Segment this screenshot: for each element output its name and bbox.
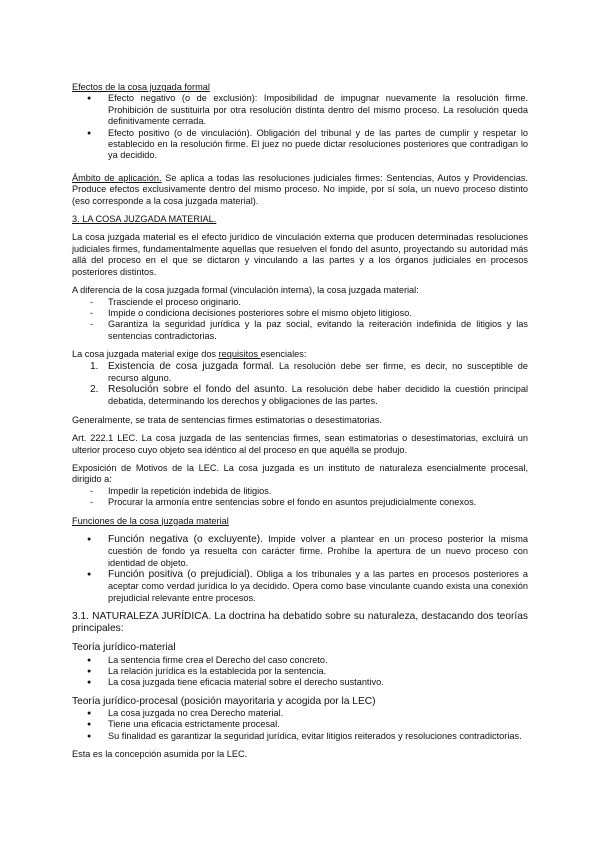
funciones-list [72, 534, 528, 604]
paragraph: Art. 222.1 LEC. La cosa juzgada de las sentencias firmes, sean estimatorias o desestimatorias, excluirá un ulterior proceso cuyo objeto sea idéntico al del proceso en que aquélla se produjo. [72, 433, 528, 455]
list-item: 1. Existencia de cosa juzgada formal. La resolución debe ser firme, es decir, no susceptible de recurso alguno. [90, 360, 528, 383]
ambito-label: Ámbito de aplicación. [72, 172, 162, 183]
list-item: - Impedir la repetición indebida de litigios. [72, 486, 528, 497]
diferencias-list [72, 297, 528, 343]
efectos-list [72, 93, 528, 161]
paragraph: La cosa juzgada material es el efecto jurídico de vinculación externa que producen determinadas resoluciones judiciales firmes, fundamentalmente aquellas que resuelven el fondo del asunto, proyectando su autoridad más allá del proceso en el que se dictaron y vinculando a las partes y a los órganos judiciales en procesos posteriores distintos. [72, 232, 528, 277]
list-item: - Trasciende el proceso originario. [72, 297, 528, 308]
expo-list [72, 486, 528, 509]
list-item: - Impide o condiciona decisiones posteriores sobre el mismo objeto litigioso. [72, 308, 528, 319]
list-item: ● La cosa juzgada tiene eficacia material sobre el derecho sustantivo. [72, 677, 528, 688]
paragraph: Generalmente, se trata de sentencias firmes estimatorias o desestimatorias. [72, 414, 382, 425]
list-item: ● La relación jurídica es la establecida por la sentencia. [72, 666, 528, 677]
section-title-material: 3. LA COSA JUZGADA MATERIAL. [72, 214, 217, 225]
list-item: ● Función negativa (o excluyente). Impide volver a plantear en un proceso posterior la misma cuestión de fondo ya resuelta con carácter firme. Prohíbe la apertura de un nuevo proceso con identidad de objeto. [72, 534, 528, 569]
teoria-procesal-list [72, 708, 528, 742]
teoria-material-title: Teoría jurídico-material [72, 642, 176, 654]
document-page [72, 82, 528, 761]
list-item: ● Efecto negativo (o de exclusión): Imposibilidad de impugnar nuevamente la resolución firme. Prohibición de sustituirla por otra resolución distinta dentro del mismo proceso. La resolución queda definitivamente cerrada. [72, 93, 528, 127]
closing-paragraph: Esta es la concepción asumida por la LEC. [72, 749, 248, 760]
ambito-paragraph: Ámbito de aplicación. Se aplica a todas las resoluciones judiciales firmes: Sentencias, Autos y Providencias. Produce efectos exclusivamente dentro del mismo proceso. No impide, por sí sola, un nuevo proceso distinto (eso corresponde a la cosa juzgada material). [72, 172, 528, 206]
teoria-material-list [72, 655, 528, 689]
list-item: 2. Resolución sobre el fondo del asunto. La resolución debe haber decidido la cuestión principal debatida, determinando los derechos y obligaciones de las partes. [90, 384, 528, 407]
section-title-funciones: Funciones de la cosa juzgada material [72, 515, 229, 526]
requisitos-intro: La cosa juzgada material exige dos requisitos esenciales: [72, 349, 307, 360]
teoria-procesal-title: Teoría jurídico-procesal (posición mayoritaria y acogida por la LEC) [72, 695, 376, 707]
list-item: - Garantiza la seguridad jurídica y la paz social, evitando la reiteración indefinida de litigios y las sentencias contradictorias. [72, 319, 528, 342]
list-item: ● Su finalidad es garantizar la seguridad jurídica, evitar litigios reiterados y resoluciones contradictorias. [72, 731, 528, 742]
section-title-efectos: Efectos de la cosa juzgada formal [72, 82, 210, 92]
requisitos-list [72, 361, 528, 408]
paragraph: Exposición de Motivos de la LEC. La cosa juzgada es un instituto de naturaleza esencialmente procesal, dirigido a: [72, 462, 528, 485]
list-item: ● La sentencia firme crea el Derecho del caso concreto. [72, 655, 528, 666]
list-item: ● Efecto positivo (o de vinculación). Obligación del tribunal y de las partes de cumplir y respetar lo establecido en la resolución firme. El juez no puede dictar resoluciones posteriores que contradigan lo ya decidido. [72, 128, 528, 162]
naturaleza-paragraph: 3.1. NATURALEZA JURÍDICA. La doctrina ha debatido sobre su naturaleza, destacando dos teorías principales: [72, 611, 528, 635]
list-item: - Procurar la armonía entre sentencias sobre el fondo en asuntos prejudicialmente conexos. [72, 497, 528, 508]
list-item: ● La cosa juzgada no crea Derecho material. [72, 708, 528, 719]
list-item: ● Función positiva (o prejudicial). Obliga a los tribunales y a las partes en procesos posteriores a aceptar como verdad jurídica lo ya decidido. Opera como base vinculante cuando exista una conexión prejudicial relevante entre procesos. [72, 569, 528, 604]
paragraph: A diferencia de la cosa juzgada formal (vinculación interna), la cosa juzgada material: [72, 285, 419, 296]
list-item: ● Tiene una eficacia estrictamente procesal. [72, 719, 528, 730]
